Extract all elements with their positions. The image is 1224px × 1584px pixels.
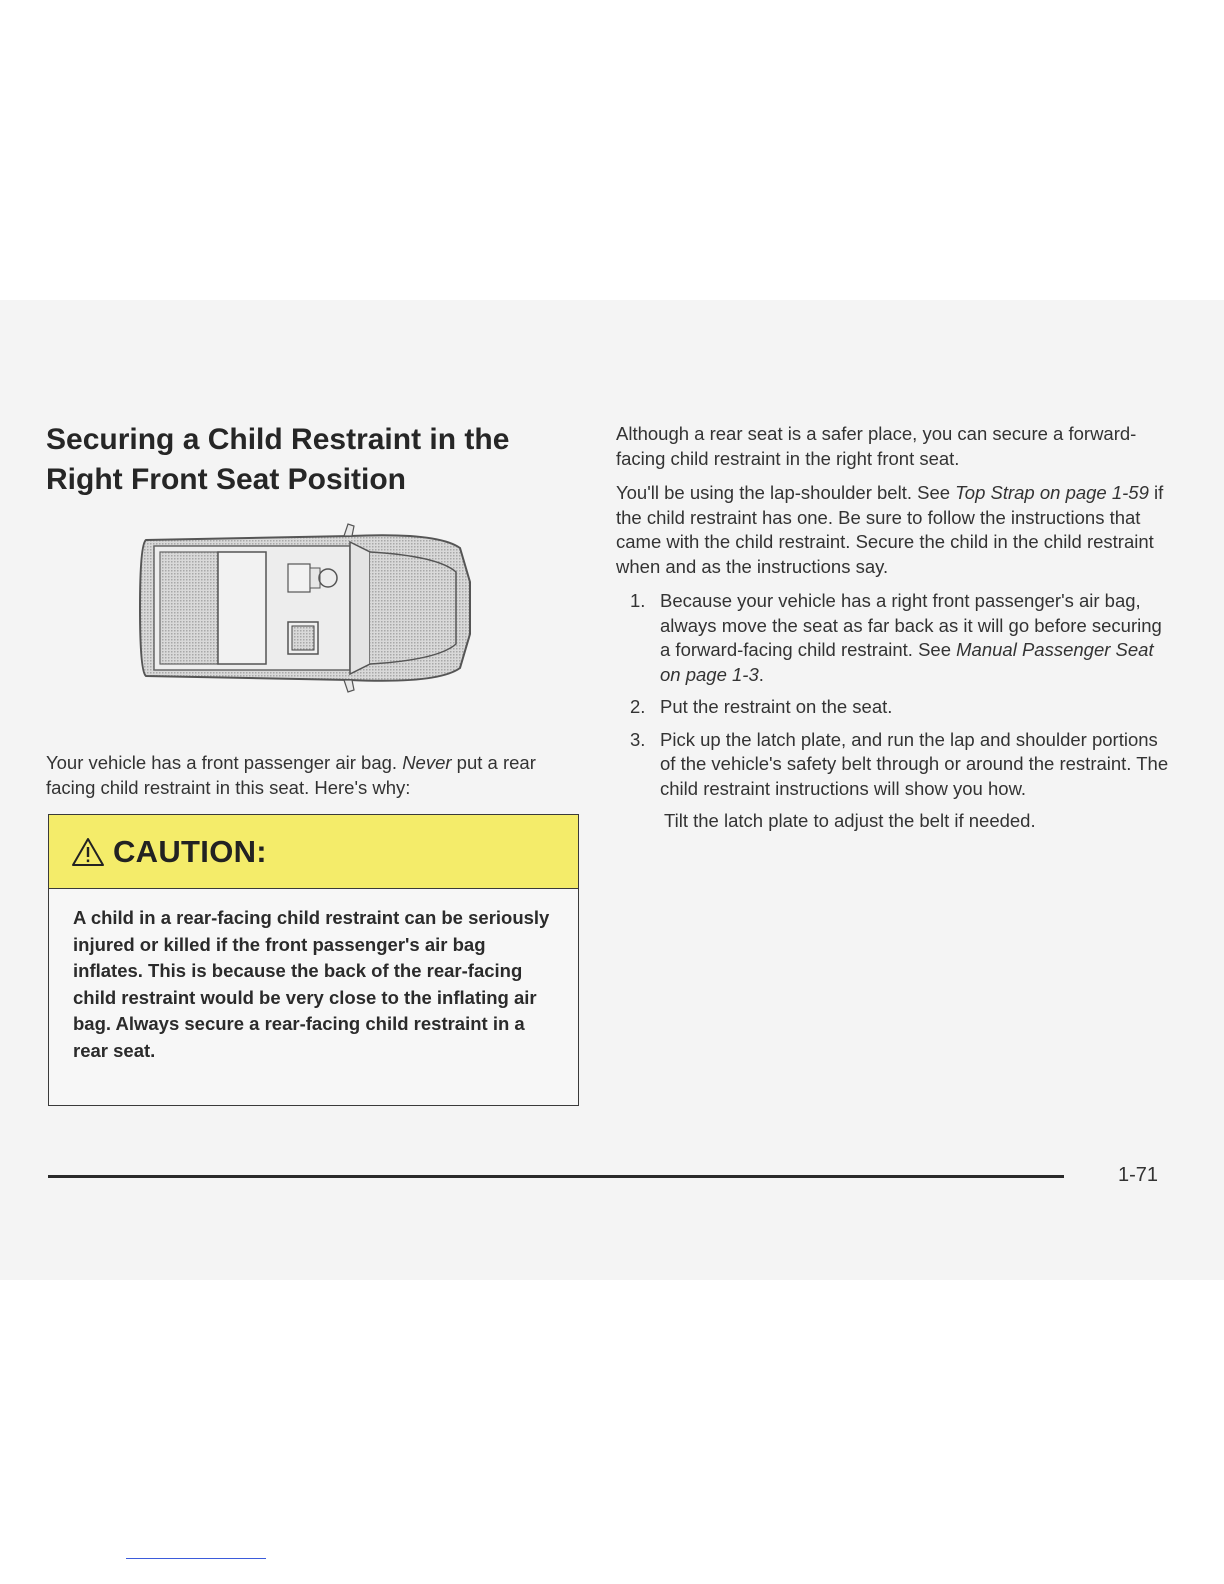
step-number: 2. <box>630 696 646 717</box>
cross-reference-top-strap: Top Strap on page 1-59 <box>955 482 1149 503</box>
warning-triangle-icon <box>71 837 105 867</box>
caution-label: CAUTION: <box>113 833 267 869</box>
caution-header <box>49 815 578 889</box>
page-number: 1-71 <box>1118 1164 1159 1186</box>
vehicle-top-view-illustration <box>138 522 474 694</box>
right-paragraph-1: Although a rear seat is a safer place, you can secure a forward-facing child restraint in the right front seat. <box>616 423 1137 469</box>
section-title <box>46 420 566 500</box>
section-title-line2: Right Front Seat Position <box>46 463 406 496</box>
intro-paragraph: Your vehicle has a front passenger air bag. Never put a rear facing child restraint in this seat. Here's why: <box>46 752 536 798</box>
list-item <box>616 728 1176 802</box>
list-item <box>616 589 1176 687</box>
step-text: Put the restraint on the seat. <box>660 696 893 717</box>
intro-emphasis: Never <box>402 752 452 773</box>
list-item <box>616 695 1176 720</box>
caution-box <box>48 814 579 1106</box>
step-number: 3. <box>630 728 646 750</box>
step-text: Pick up the latch plate, and run the lap and shoulder portions of the vehicle's safety belt through or around the restraint. The child restraint instructions will show you how. <box>660 728 1169 799</box>
footer-rule <box>48 1175 1064 1178</box>
right-column <box>616 422 1176 834</box>
cross-reference-manual-seat: Manual Passenger Seat on page 1-3 <box>660 639 1154 685</box>
caution-text: A child in a rear-facing child restraint can be seriously injured or killed if the front passenger's air bag inflates. This is because the back of the rear-facing child restraint would be very close to the inflating air bag. Always secure a rear-facing child restraint in a rear seat. <box>73 907 550 1061</box>
step-note: Tilt the latch plate to adjust the belt if needed. <box>664 810 1036 831</box>
steps-list <box>616 589 1176 801</box>
step-text: Because your vehicle has a right front passenger's air bag, always move the seat as far back as it will go before securing a forward-facing child restraint. See Manual Passenger Seat on page 1-3. <box>660 590 1162 685</box>
bottom-link-underline <box>126 1558 266 1559</box>
section-title-line1: Securing a Child Restraint in the <box>46 423 510 456</box>
right-paragraph-2: You'll be using the lap-shoulder belt. See Top Strap on page 1-59 if the child restraint has one. Be sure to follow the instructions that came with the child restraint. Secure the child in the child restraint when and as the instructions say. <box>616 482 1164 577</box>
step-number: 1. <box>630 590 646 611</box>
